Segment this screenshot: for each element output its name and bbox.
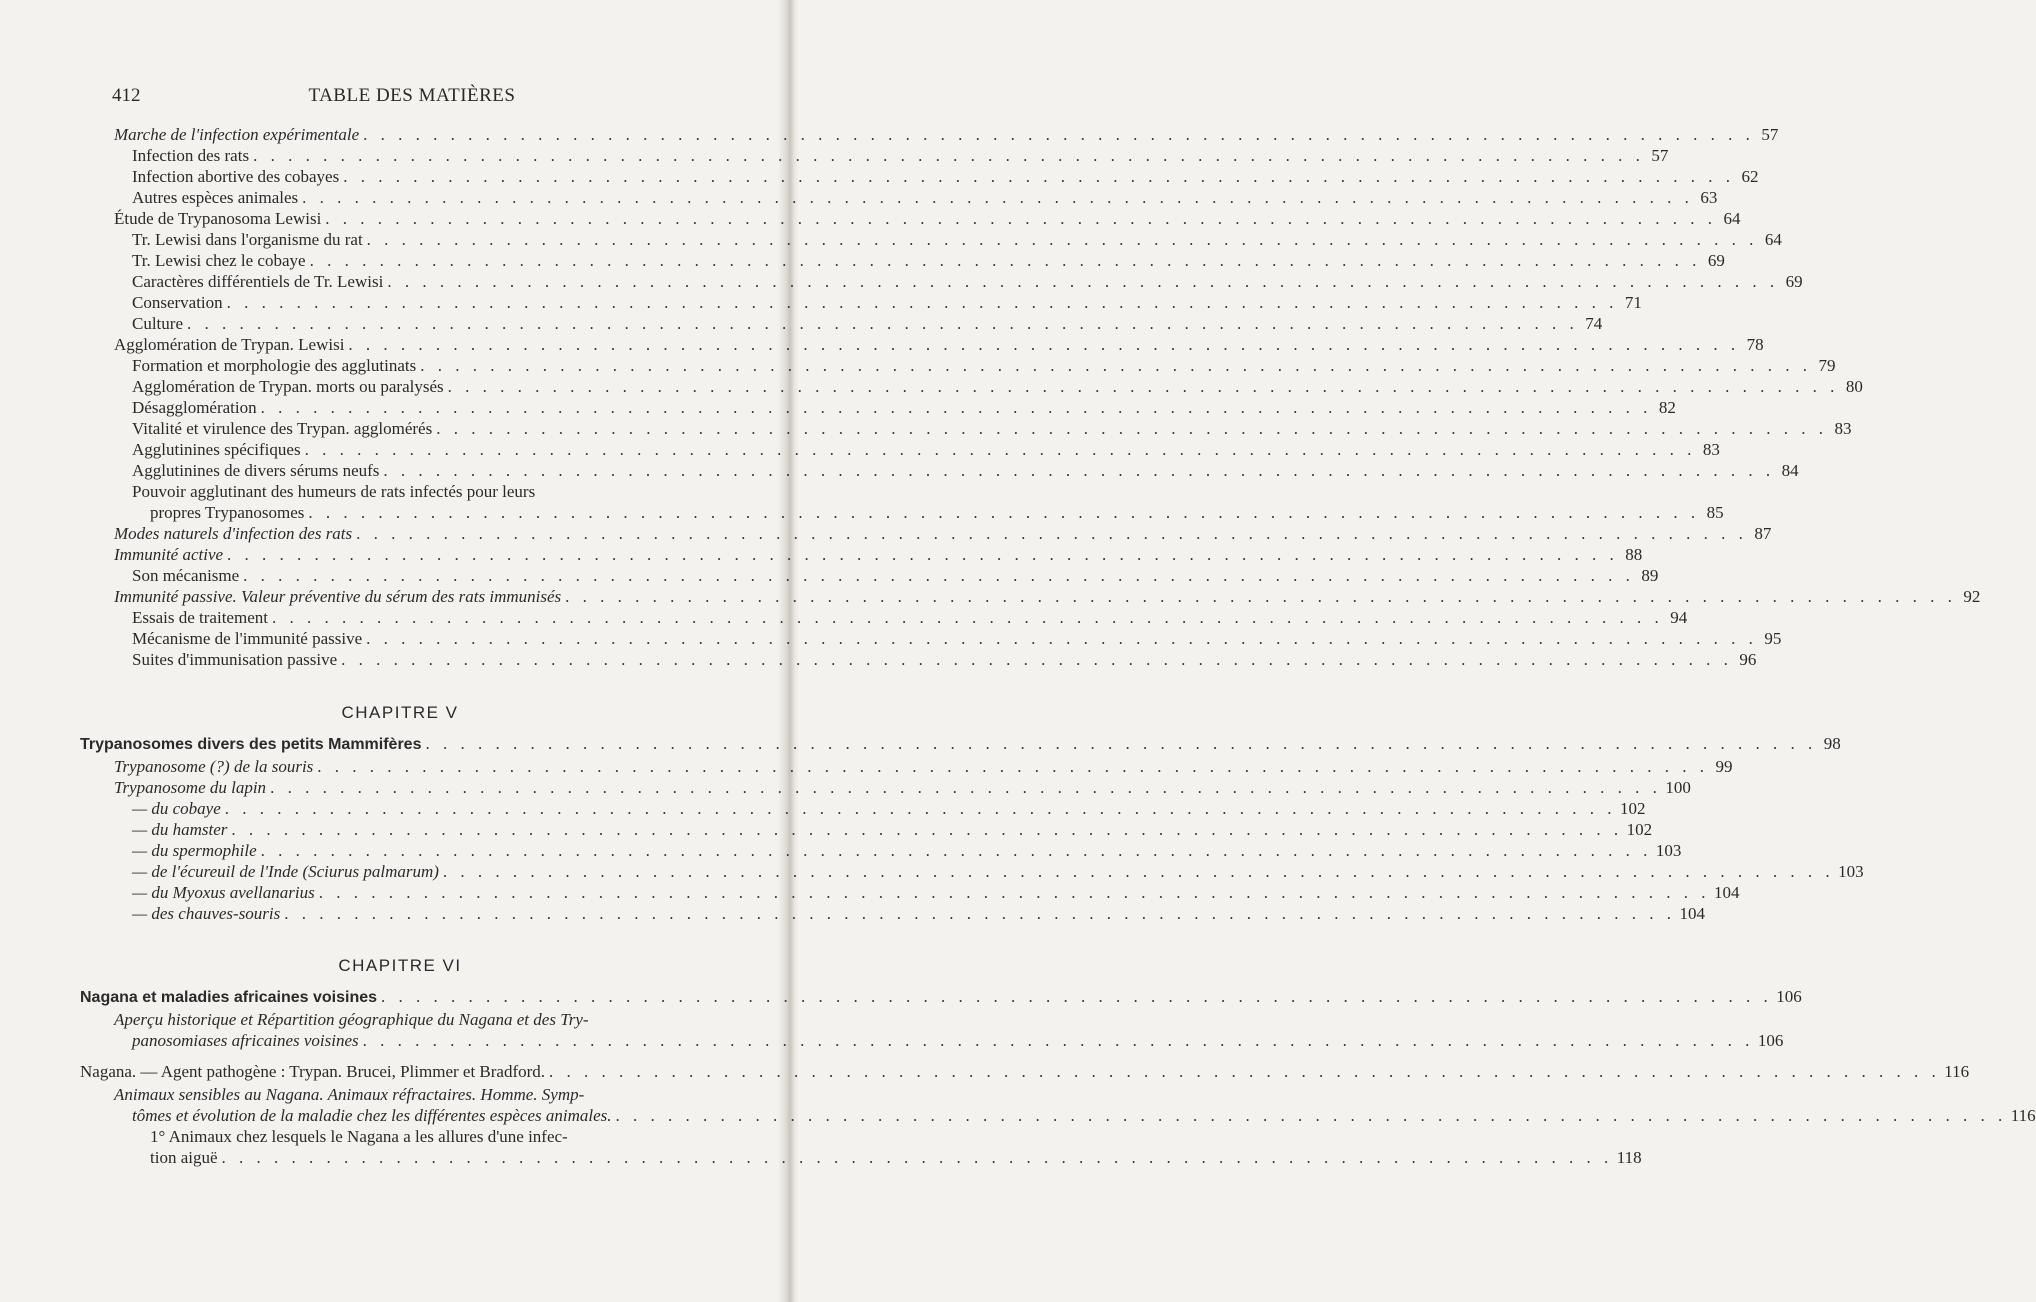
toc-entry-label: propres Trypanosomes (150, 503, 305, 522)
toc-entry-page: 98 (1823, 734, 1841, 753)
dot-leader: . . . . . . . . . . . . . . . . . . . . . . . . . . . . . . . . . . . . . . . . . . . . . . . . . . . . . . . . . . . . . . . . . . . . . . . . . . . . . . . . (187, 314, 1579, 333)
toc-entry-page: 88 (1625, 545, 1643, 564)
dot-leader: . . . . . . . . . . . . . . . . . . . . . . . . . . . . . . . . . . . . . . . . . . . . . . . . . . . . . . . . . . . . . . . . . . . . . . . . . . . . . . . . (224, 799, 1617, 818)
dot-leader: . . . . . . . . . . . . . . . . . . . . . . . . . . . . . . . . . . . . . . . . . . . . . . . . . . . . . . . . . . . . . . . . . . . . . . . . . . . . . . . . (362, 1031, 1754, 1050)
page-header (112, 85, 712, 111)
toc-entry (132, 145, 1669, 167)
toc-entry-label: Agglomération de Trypan. morts ou paralysés (132, 377, 444, 396)
dot-leader: . . . . . . . . . . . . . . . . . . . . . . . . . . . . . . . . . . . . . . . . . . . . . . . . . . . . . . . . . . . . . . . . . . . . . . . . . . . . . . . . (227, 545, 1619, 564)
dot-leader: . . . . . . . . . . . . . . . . . . . . . . . . . . . . . . . . . . . . . . . . . . . . . . . . . . . . . . . . . . . . . . . . . . . . . . . . . . . . . . . . (383, 461, 1775, 480)
toc-entry (132, 439, 1720, 461)
toc-entry (132, 187, 1718, 209)
dot-leader: . . . . . . . . . . . . . . . . . . . . . . . . . . . . . . . . . . . . . . . . . . . . . . . . . . . . . . . . . . . . . . . . . . . . . . . . . . . . . . . . (381, 987, 1773, 1006)
toc-continued-line: 1° Animaux chez lesquels le Nagana a les allures d'une infec- (150, 1127, 568, 1146)
toc-entry-label: Nagana. — Agent pathogène : Trypan. Brucei, Plimmer et Bradford. (80, 1062, 546, 1081)
toc-entry-page: 57 (1761, 125, 1779, 144)
toc-entry-label: Essais de traitement (132, 608, 268, 627)
toc-entry-label: Agglomération de Trypan. Lewisi (114, 335, 345, 354)
toc-entry (114, 523, 1772, 545)
toc-entry-page: 95 (1764, 629, 1782, 648)
dot-leader: . . . . . . . . . . . . . . . . . . . . . . . . . . . . . . . . . . . . . . . . . . . . . . . . . . . . . . . . . . . . . . . . . . . . . . . . . . . . . . . . (549, 1062, 1941, 1081)
toc-entry (132, 460, 1799, 482)
toc-entry-label: — du cobaye (132, 799, 221, 818)
dot-leader: . . . . . . . . . . . . . . . . . . . . . . . . . . . . . . . . . . . . . . . . . . . . . . . . . . . . . . . . . . . . . . . . . . . . . . . . . . . . . . . . (226, 293, 1618, 312)
toc-entry-label: Marche de l'infection expérimentale (114, 125, 360, 144)
toc-entry (114, 756, 1733, 778)
toc-entry-page: 102 (1626, 820, 1653, 839)
toc-entry-page: 69 (1785, 272, 1803, 291)
toc-entry-page: 62 (1741, 167, 1759, 186)
toc-entry-label: panosomiases africaines voisines (132, 1031, 359, 1050)
dot-leader: . . . . . . . . . . . . . . . . . . . . . . . . . . . . . . . . . . . . . . . . . . . . . . . . . . . . . . . . . . . . . . . . . . . . . . . . . . . . . . . . (442, 862, 1835, 881)
toc-entry-page: 103 (1655, 841, 1682, 860)
toc-entry (80, 733, 1841, 756)
toc-entry-label: Trypanosome (?) de la souris (114, 757, 314, 776)
toc-continued-line: Aperçu historique et Répartition géographique du Nagana et des Try- (114, 1010, 589, 1029)
dot-leader: . . . . . . . . . . . . . . . . . . . . . . . . . . . . . . . . . . . . . . . . . . . . . . . . . . . . . . . . . . . . . . . . . . . . . . . . . . . . . . . . (284, 904, 1676, 923)
toc-entry (132, 882, 1740, 904)
toc-entry (132, 313, 1603, 335)
toc-entry (132, 819, 1653, 841)
dot-leader: . . . . . . . . . . . . . . . . . . . . . . . . . . . . . . . . . . . . . . . . . . . . . . . . . . . . . . . . . . . . . . . . . . . . . . . . . . . . . . . . (260, 398, 1652, 417)
dot-leader: . . . . . . . . . . . . . . . . . . . . . . . . . . . . . . . . . . . . . . . . . . . . . . . . . . . . . . . . . . . . . . . . . . . . . . . . . . . . . . . . (317, 757, 1709, 776)
dot-leader: . . . . . . . . . . . . . . . . . . . . . . . . . . . . . . . . . . . . . . . . . . . . . . . . . . . . . . . . . . . . . . . . . . . . . . . . . . . . . . . . (221, 1148, 1613, 1167)
toc-entry (132, 628, 1782, 650)
toc-entry (132, 250, 1725, 272)
toc-entry-label: — de l'écureuil de l'Inde (Sciurus palmarum) (132, 862, 439, 881)
toc-entry-page: 94 (1670, 608, 1688, 627)
toc-entry-page: 96 (1739, 650, 1757, 669)
toc-entry-page: 63 (1700, 188, 1718, 207)
toc-entry-page: 74 (1585, 314, 1603, 333)
running-title: TABLE DES MATIÈRES (308, 85, 516, 106)
dot-leader: . . . . . . . . . . . . . . . . . . . . . . . . . . . . . . . . . . . . . . . . . . . . . . . . . . . . . . . . . . . . . . . . . . . . . . . . . . . . . . . . (387, 272, 1779, 291)
toc-entry-page: 80 (1845, 377, 1863, 396)
toc-entry (80, 986, 1802, 1009)
dot-leader: . . . . . . . . . . . . . . . . . . . . . . . . . . . . . . . . . . . . . . . . . . . . . . . . . . . . . . . . . . . . . . . . . . . . . . . . . . . . . . . . (420, 356, 1812, 375)
chapter-heading: CHAPITRE VI (338, 956, 462, 975)
toc-entry-label: Trypanosomes divers des petits Mammifères (80, 736, 422, 753)
toc-entry-label: Culture (132, 314, 183, 333)
toc-entry (132, 565, 1659, 587)
toc-entry (132, 418, 1852, 440)
toc-entry-label: Étude de Trypanosoma Lewisi (114, 209, 322, 228)
toc-entry-page: 104 (1679, 904, 1706, 923)
toc-entry-label: Modes naturels d'infection des rats (114, 524, 353, 543)
dot-leader: . . . . . . . . . . . . . . . . . . . . . . . . . . . . . . . . . . . . . . . . . . . . . . . . . . . . . . . . . . . . . . . . . . . . . . . . . . . . . . . . (447, 377, 1839, 396)
toc-entry (132, 229, 1782, 251)
toc-entry-page: 100 (1665, 778, 1691, 797)
toc-entry-label: — du Myoxus avellanarius (132, 883, 315, 902)
toc-entry (132, 903, 1706, 925)
toc-entry-label: — du spermophile (132, 841, 257, 860)
toc-entry-page: 116 (2010, 1106, 2036, 1125)
toc-entry-label: Désagglomération (132, 398, 257, 417)
toc-entry (132, 292, 1642, 314)
toc-entry (132, 166, 1759, 188)
toc-entry-label: Immunité passive. Valeur préventive du sérum des rats immunisés (114, 587, 562, 606)
toc-entry (114, 777, 1691, 799)
toc-entry-label: Agglutinines de divers sérums neufs (132, 461, 380, 480)
toc-entry-page: 83 (1702, 440, 1720, 459)
toc-entry-page: 106 (1776, 987, 1802, 1006)
chapter-heading: CHAPITRE V (341, 703, 459, 722)
toc-entry (114, 544, 1643, 566)
toc-entry-label: Infection abortive des cobayes (132, 167, 340, 186)
toc-entry-page: 87 (1754, 524, 1772, 543)
toc-entry-page: 83 (1834, 419, 1852, 438)
toc-entry-page: 103 (1838, 862, 1864, 881)
toc-entry-page: 71 (1624, 293, 1642, 312)
toc-entry-label: tômes et évolution de la maladie chez les différentes espèces animales. (132, 1106, 612, 1125)
dot-leader: . . . . . . . . . . . . . . . . . . . . . . . . . . . . . . . . . . . . . . . . . . . . . . . . . . . . . . . . . . . . . . . . . . . . . . . . . . . . . . . . (304, 440, 1696, 459)
toc-entry (114, 208, 1741, 230)
dot-leader: . . . . . . . . . . . . . . . . . . . . . . . . . . . . . . . . . . . . . . . . . . . . . . . . . . . . . . . . . . . . . . . . . . . . . . . . . . . . . . . . (366, 629, 1758, 648)
toc-entry (132, 798, 1646, 820)
toc-continued-line: Animaux sensibles au Nagana. Animaux réfractaires. Homme. Symp- (114, 1085, 585, 1104)
dot-leader: . . . . . . . . . . . . . . . . . . . . . . . . . . . . . . . . . . . . . . . . . . . . . . . . . . . . . . . . . . . . . . . . . . . . . . . . . . . . . . . . (270, 778, 1662, 797)
dot-leader: . . . . . . . . . . . . . . . . . . . . . . . . . . . . . . . . . . . . . . . . . . . . . . . . . . . . . . . . . . . . . . . . . . . . . . . . . . . . . . . . (253, 146, 1645, 165)
toc-entry (132, 861, 1864, 883)
toc-entry-page: 78 (1746, 335, 1764, 354)
toc-entry-label: Nagana et maladies africaines voisines (80, 989, 378, 1006)
dot-leader: . . . . . . . . . . . . . . . . . . . . . . . . . . . . . . . . . . . . . . . . . . . . . . . . . . . . . . . . . . . . . . . . . . . . . . . . . . . . . . . . (325, 209, 1717, 228)
page-number: 412 (112, 85, 141, 106)
toc-entry-label: Trypanosome du lapin (114, 778, 267, 797)
toc-entry-page: 118 (1616, 1148, 1642, 1167)
toc-entry (114, 334, 1764, 356)
toc-entry-page: 89 (1641, 566, 1659, 585)
toc-entry (132, 840, 1682, 862)
toc-entry-label: — des chauves-souris (132, 904, 281, 923)
dot-leader: . . . . . . . . . . . . . . . . . . . . . . . . . . . . . . . . . . . . . . . . . . . . . . . . . . . . . . . . . . . . . . . . . . . . . . . . . . . . . . . . (565, 587, 1957, 606)
toc-entry (80, 1061, 1970, 1083)
toc-entry (114, 586, 1981, 608)
toc-entry-page: 116 (1944, 1062, 1970, 1081)
dot-leader: . . . . . . . . . . . . . . . . . . . . . . . . . . . . . . . . . . . . . . . . . . . . . . . . . . . . . . . . . . . . . . . . . . . . . . . . . . . . . . . . (271, 608, 1664, 627)
dot-leader: . . . . . . . . . . . . . . . . . . . . . . . . . . . . . . . . . . . . . . . . . . . . . . . . . . . . . . . . . . . . . . . . . . . . . . . . . . . . . . . . (425, 734, 1817, 753)
toc-entry-page: 79 (1818, 356, 1836, 375)
dot-leader: . . . . . . . . . . . . . . . . . . . . . . . . . . . . . . . . . . . . . . . . . . . . . . . . . . . . . . . . . . . . . . . . . . . . . . . . . . . . . . . . (366, 230, 1758, 249)
toc-entry-page: 64 (1723, 209, 1741, 228)
dot-leader: . . . . . . . . . . . . . . . . . . . . . . . . . . . . . . . . . . . . . . . . . . . . . . . . . . . . . . . . . . . . . . . . . . . . . . . . . . . . . . . . (348, 335, 1740, 354)
toc-entry-page: 92 (1963, 587, 1981, 606)
dot-leader: . . . . . . . . . . . . . . . . . . . . . . . . . . . . . . . . . . . . . . . . . . . . . . . . . . . . . . . . . . . . . . . . . . . . . . . . . . . . . . . . (231, 820, 1623, 839)
toc-entry (132, 607, 1688, 629)
dot-leader: . . . . . . . . . . . . . . . . . . . . . . . . . . . . . . . . . . . . . . . . . . . . . . . . . . . . . . . . . . . . . . . . . . . . . . . . . . . . . . . . (302, 188, 1694, 207)
toc-entry-label: Tr. Lewisi chez le cobaye (132, 251, 306, 270)
toc-continued-line: Pouvoir agglutinant des humeurs de rats infectés pour leurs (132, 482, 536, 501)
toc-entry-label: Tr. Lewisi dans l'organisme du rat (132, 230, 363, 249)
toc-entry-page: 85 (1706, 503, 1724, 522)
toc-entry-label: Immunité active (114, 545, 224, 564)
toc-entry-label: Agglutinines spécifiques (132, 440, 301, 459)
toc-entry-label: Suites d'immunisation passive (132, 650, 338, 669)
toc-entry (132, 397, 1676, 419)
toc-entry (132, 649, 1757, 671)
dot-leader: . . . . . . . . . . . . . . . . . . . . . . . . . . . . . . . . . . . . . . . . . . . . . . . . . . . . . . . . . . . . . . . . . . . . . . . . . . . . . . . . (341, 650, 1733, 669)
dot-leader: . . . . . . . . . . . . . . . . . . . . . . . . . . . . . . . . . . . . . . . . . . . . . . . . . . . . . . . . . . . . . . . . . . . . . . . . . . . . . . . . (363, 125, 1755, 144)
toc-entry-page: 102 (1620, 799, 1646, 818)
toc-entry (132, 1105, 2036, 1127)
dot-leader: . . . . . . . . . . . . . . . . . . . . . . . . . . . . . . . . . . . . . . . . . . . . . . . . . . . . . . . . . . . . . . . . . . . . . . . . . . . . . . . . (260, 841, 1652, 860)
dot-leader: . . . . . . . . . . . . . . . . . . . . . . . . . . . . . . . . . . . . . . . . . . . . . . . . . . . . . . . . . . . . . . . . . . . . . . . . . . . . . . . . (308, 503, 1700, 522)
toc-entry-page: 106 (1757, 1031, 1784, 1050)
toc-entry-page: 82 (1658, 398, 1676, 417)
toc-entry-page: 104 (1713, 883, 1740, 902)
toc-entry-label: tion aiguë (150, 1148, 218, 1167)
dot-leader: . . . . . . . . . . . . . . . . . . . . . . . . . . . . . . . . . . . . . . . . . . . . . . . . . . . . . . . . . . . . . . . . . . . . . . . . . . . . . . . . (318, 883, 1710, 902)
toc-entry-page: 99 (1715, 757, 1733, 776)
toc-entry (132, 1030, 1784, 1052)
toc-entry-page: 57 (1651, 146, 1669, 165)
toc-entry-label: — du hamster (132, 820, 228, 839)
dot-leader: . . . . . . . . . . . . . . . . . . . . . . . . . . . . . . . . . . . . . . . . . . . . . . . . . . . . . . . . . . . . . . . . . . . . . . . . . . . . . . . . (615, 1106, 2007, 1125)
toc-entry-page: 64 (1764, 230, 1782, 249)
toc-entry (150, 1147, 1642, 1169)
dot-leader: . . . . . . . . . . . . . . . . . . . . . . . . . . . . . . . . . . . . . . . . . . . . . . . . . . . . . . . . . . . . . . . . . . . . . . . . . . . . . . . . (436, 419, 1828, 438)
toc-entry (132, 355, 1836, 377)
dot-leader: . . . . . . . . . . . . . . . . . . . . . . . . . . . . . . . . . . . . . . . . . . . . . . . . . . . . . . . . . . . . . . . . . . . . . . . . . . . . . . . . (343, 167, 1735, 186)
toc-entry (114, 124, 1779, 146)
dot-leader: . . . . . . . . . . . . . . . . . . . . . . . . . . . . . . . . . . . . . . . . . . . . . . . . . . . . . . . . . . . . . . . . . . . . . . . . . . . . . . . . (356, 524, 1748, 543)
toc-entry-label: Caractères différentiels de Tr. Lewisi (132, 272, 384, 291)
toc-entry (132, 376, 1863, 398)
dot-leader: . . . . . . . . . . . . . . . . . . . . . . . . . . . . . . . . . . . . . . . . . . . . . . . . . . . . . . . . . . . . . . . . . . . . . . . . . . . . . . . . (243, 566, 1635, 585)
toc-entry-label: Vitalité et virulence des Trypan. agglomérés (132, 419, 433, 438)
toc-entry-label: Infection des rats (132, 146, 250, 165)
toc-entry (150, 502, 1724, 524)
toc-entry-page: 69 (1707, 251, 1725, 270)
toc-entry-label: Conservation (132, 293, 223, 312)
toc-entry-page: 84 (1781, 461, 1799, 480)
dot-leader: . . . . . . . . . . . . . . . . . . . . . . . . . . . . . . . . . . . . . . . . . . . . . . . . . . . . . . . . . . . . . . . . . . . . . . . . . . . . . . . . (309, 251, 1701, 270)
toc-entry-label: Autres espèces animales (132, 188, 299, 207)
toc-entry-label: Son mécanisme (132, 566, 240, 585)
toc-entry (132, 271, 1803, 293)
toc-entry-label: Mécanisme de l'immunité passive (132, 629, 363, 648)
toc-entry-label: Formation et morphologie des agglutinats (132, 356, 417, 375)
